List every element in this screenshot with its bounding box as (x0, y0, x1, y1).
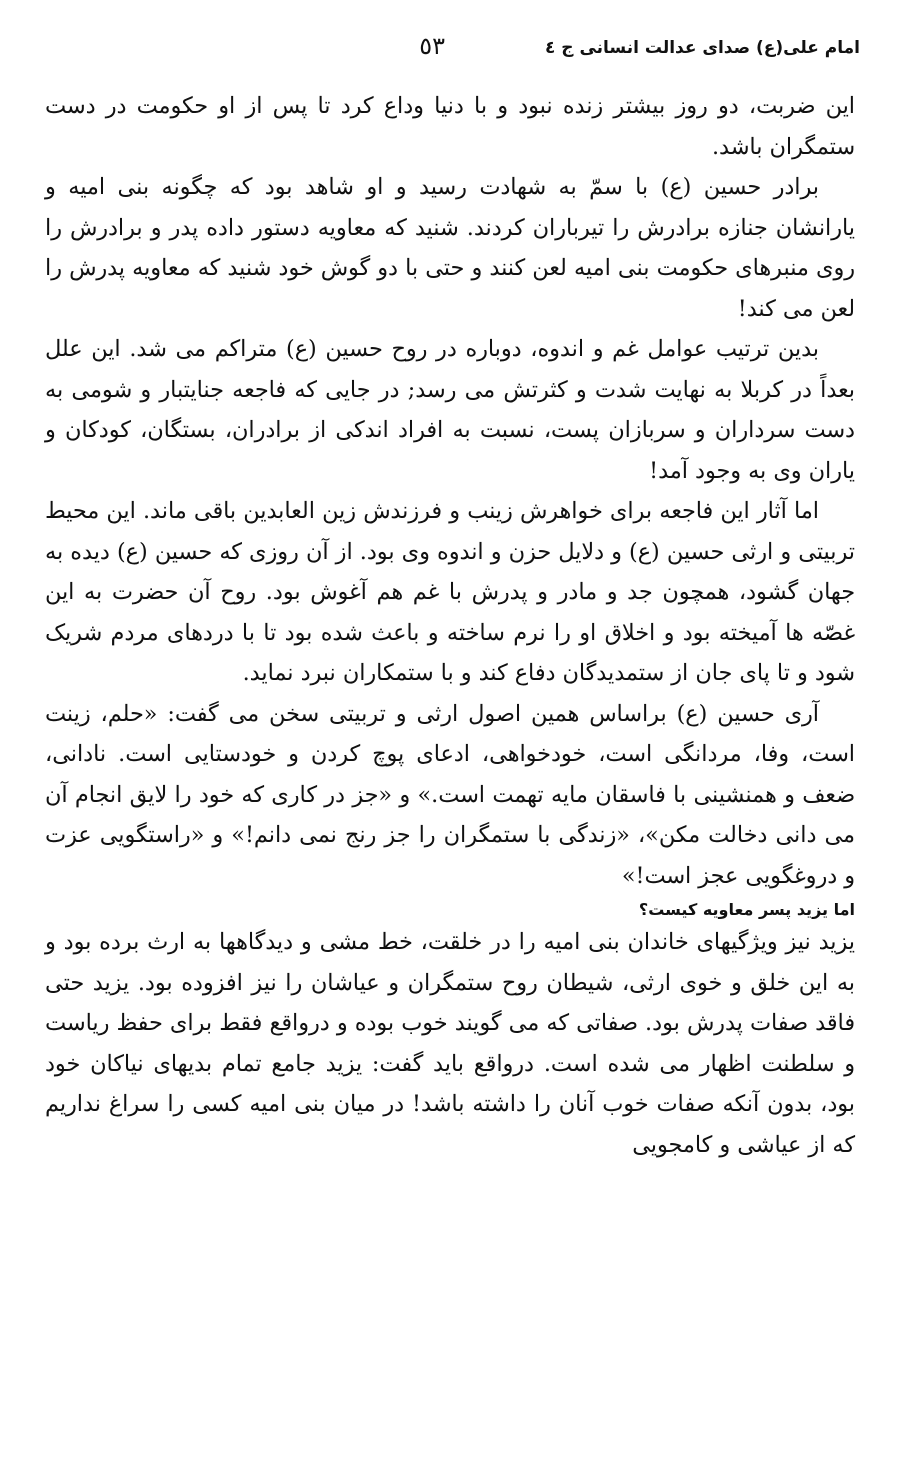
page-number: ٥٣ (419, 32, 445, 60)
page-body (45, 86, 855, 1165)
page-header (40, 30, 860, 70)
paragraph-2: برادر حسین (ع) با سمّ به شهادت رسید و او شاهد بود که چگونه بنی امیه و یارانشان جنازه برادرش را تیرباران کردند. شنید که معاویه دستور داده پدر و برادرش را روی منبرهای حکومت بنی امیه لعن کنند و حتی با دو گوش خود شنید که معاویه پدرش را لعن می کند! (45, 174, 855, 322)
paragraph-4: اما آثار این فاجعه برای خواهرش زینب و فرزندش زین العابدین باقی ماند. این محیط تربیتی و ارثی حسین (ع) و دلایل حزن و اندوه وی بود. از آن روزی که حسین (ع) دیده به جهان گشود، همچون جد و مادر و پدرش با غم هم آغوش بود. روح آن حضرت به این غصّه ها آمیخته بود و اخلاق او را نرم ساخته و باعث شده بود تا با دردهای مردم شریک شود و تا پای جان از ستمدیدگان دفاع کند و با ستمکاران نبرد نماید. (45, 498, 855, 686)
paragraph-1: این ضربت، دو روز بیشتر زنده نبود و با دنیا وداع کرد تا پس از او حکومت در دست ستمگران باشد. (45, 93, 855, 160)
paragraph-5: آری حسین (ع) براساس همین اصول ارثی و تربیتی سخن می گفت: «حلم، زینت است، وفا، مردانگی است، خودخواهی، ادعای پوچ کردن و خودستایی است. نادانی، ضعف و همنشینی با فاسقان مایه تهمت است.» و «جز در کاری که خود را لایق انجام آن می دانی دخالت مکن»، «زندگی با ستمگران را جز رنج نمی دانم!» و «راستگویی عزت و دروغگویی عجز است!» (45, 700, 855, 889)
section-heading: اما یزید پسر معاویه کیست؟ (638, 900, 855, 919)
running-title: امام علی(ع) صدای عدالت انسانی ج ٤ (544, 38, 860, 58)
section-paragraph: یزید نیز ویژگیهای خاندان بنی امیه را در خلقت، خط مشی و دیدگاهها به ارث برده بود و به این خلق و خوی ارثی، شیطان روح ستمگران و عیاشان را نیز افزوده بود. یزید حتی فاقد صفات پدرش بود. صفاتی که می گویند خوب بوده و درواقع فقط برای حفظ ریاست و سلطنت اظهار می شده است. درواقع باید گفت: یزید جامع تمام بدیهای نیاکان خود بود، بدون آنکه صفات خوب آنان را داشته باشد! در میان بنی امیه کسی را سراغ نداریم که از عیاشی و کامجویی (45, 929, 855, 1158)
paragraph-3: بدین ترتیب عوامل غم و اندوه، دوباره در روح حسین (ع) متراکم می شد. این علل بعداً در کربلا به نهایت شدت و کثرتش می رسد; در جایی که فاجعه جنایتبار و شومی به دست سرداران و سربازان پست، نسبت به افراد اندکی از برادران، بستگان، کودکان و یاران وی به وجود آمد! (45, 336, 855, 484)
